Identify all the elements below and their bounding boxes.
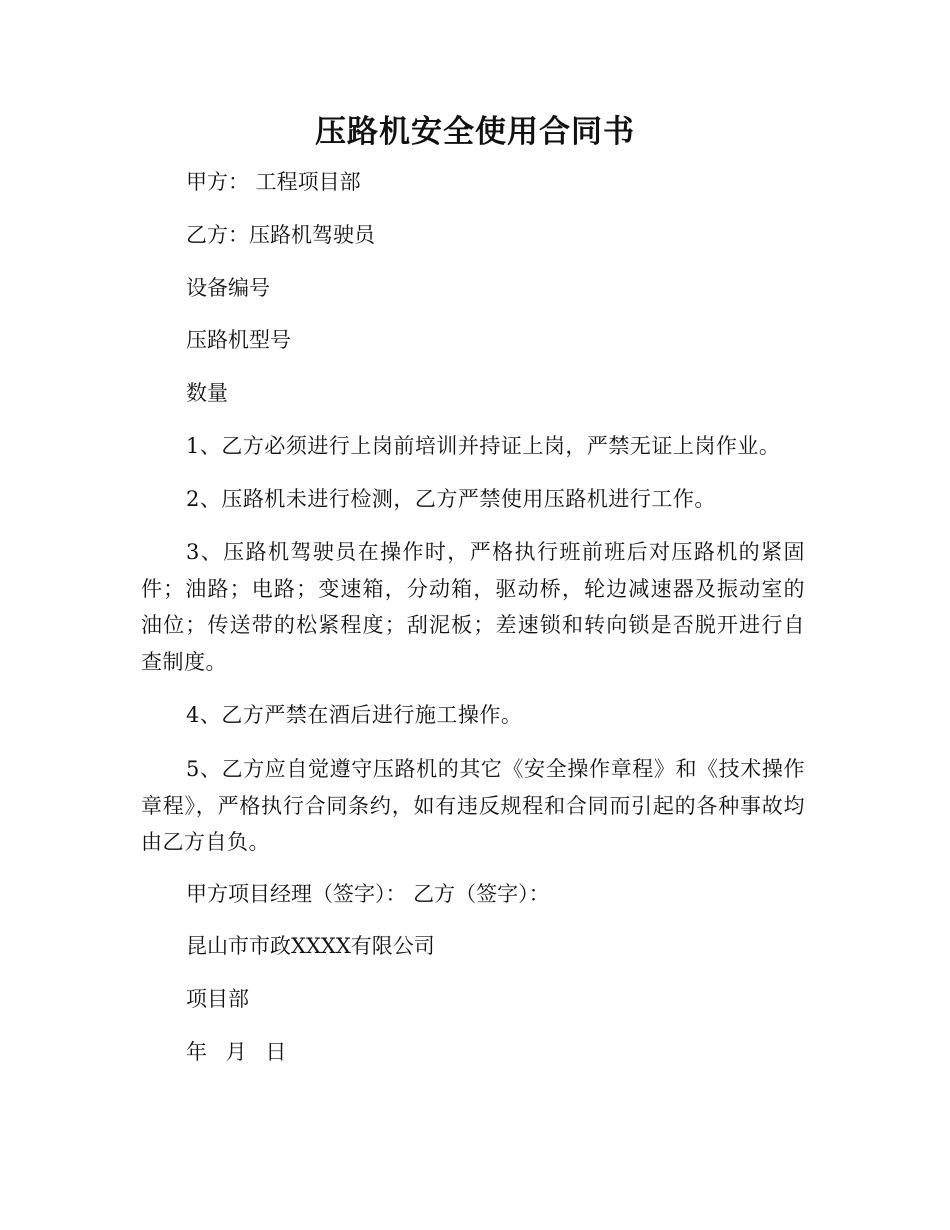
equipment-number-line: 设备编号 xyxy=(186,276,270,300)
roller-model-line: 压路机型号 xyxy=(186,328,291,352)
clause-4: 4、乙方严禁在酒后进行施工操作。 xyxy=(186,703,523,727)
date-line: 年 月 日 xyxy=(186,1040,293,1064)
department-name: 项目部 xyxy=(186,987,249,1011)
clause-5: 5、乙方应自觉遵守压路机的其它《安全操作章程》和《技术操作章程》，严格执行合同条约，如有违反规程和合同而引起的各种事故均由乙方自负。 xyxy=(141,757,805,854)
party-b-line: 乙方：压路机驾驶员 xyxy=(186,223,375,247)
clause-1: 1、乙方必须进行上岗前培训并持证上岗，严禁无证上岗作业。 xyxy=(186,434,781,458)
clause-3: 3、压路机驾驶员在操作时，严格执行班前班后对压路机的紧固件；油路；电路；变速箱，分动箱，驱动桥，轮边减速器及振动室的油位；传送带的松紧程度；刮泥板；差速锁和转向锁是否脱开进行自查制度。 xyxy=(141,540,805,674)
clause-2: 2、压路机未进行检测，乙方严禁使用压路机进行工作。 xyxy=(186,487,716,511)
party-a-line: 甲方： 工程项目部 xyxy=(186,170,361,194)
company-name: 昆山市市政XXXX有限公司 xyxy=(186,934,435,958)
document-title: 压路机安全使用合同书 xyxy=(315,114,635,150)
signature-line: 甲方项目经理（签字）： 乙方（签字）： xyxy=(186,882,550,906)
quantity-line: 数量 xyxy=(186,381,228,405)
